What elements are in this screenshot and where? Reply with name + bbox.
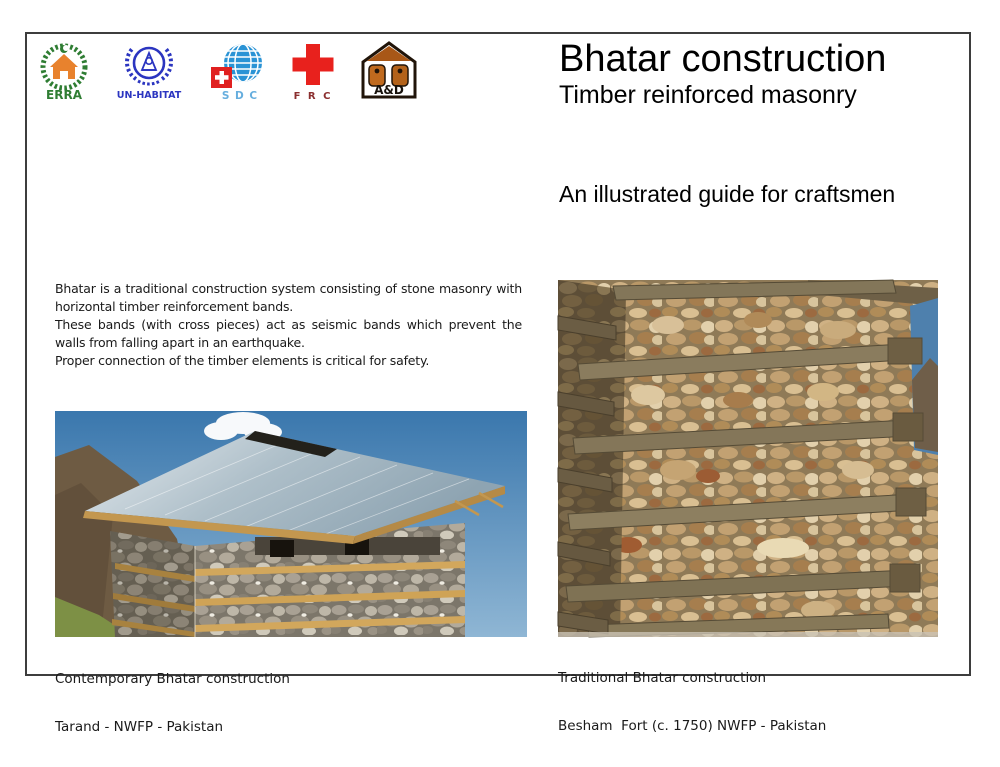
intro-paragraph-2: These bands (with cross pieces) act as seismic bands which prevent the walls from falling apart in an earthquake. [55,317,522,350]
contemporary-photo-caption [55,639,290,767]
logo-un-habitat [112,40,186,104]
intro-paragraph-3: Proper connection of the timber elements is critical for safety. [55,353,430,368]
frc-red-cross-icon [284,40,342,104]
logo-erra [33,40,95,104]
doc-title: Bhatar construction [559,38,887,80]
traditional-photo-illustration [558,280,938,637]
ad-logo-label: A&D [374,83,404,97]
ad-house-logo-icon [359,40,419,104]
erra-logo-icon [33,40,95,104]
sdc-logo-label: S D C [221,90,259,102]
frc-logo-label: F R C [293,91,333,102]
doc-subtitle: Timber reinforced masonry [559,80,857,109]
logo-frc [284,40,342,104]
contemporary-photo [55,411,527,637]
contemporary-caption-title: Contemporary Bhatar construction [55,671,290,687]
doc-tagline: An illustrated guide for craftsmen [559,181,896,207]
erra-logo-label: ERRA [46,88,82,102]
logo-strip [33,40,419,104]
intro-text [55,280,522,370]
un-habitat-logo-label: UN-HABITAT [116,90,182,101]
title-block [559,40,964,109]
logo-sdc [203,40,267,104]
logo-ad [359,40,419,104]
sdc-logo-icon [203,40,267,104]
contemporary-caption-location: Tarand - NWFP - Pakistan [55,719,224,735]
intro-paragraph-1: Bhatar is a traditional construction system consisting of stone masonry with horizontal timber reinforcement bands. [55,281,522,314]
traditional-caption-location: Besham Fort (c. 1750) NWFP - Pakistan [558,718,827,734]
un-habitat-logo-icon [112,40,186,104]
traditional-photo-caption [558,638,826,766]
contemporary-photo-illustration [55,411,527,637]
traditional-caption-title: Traditional Bhatar construction [558,670,767,686]
traditional-photo [558,280,938,637]
